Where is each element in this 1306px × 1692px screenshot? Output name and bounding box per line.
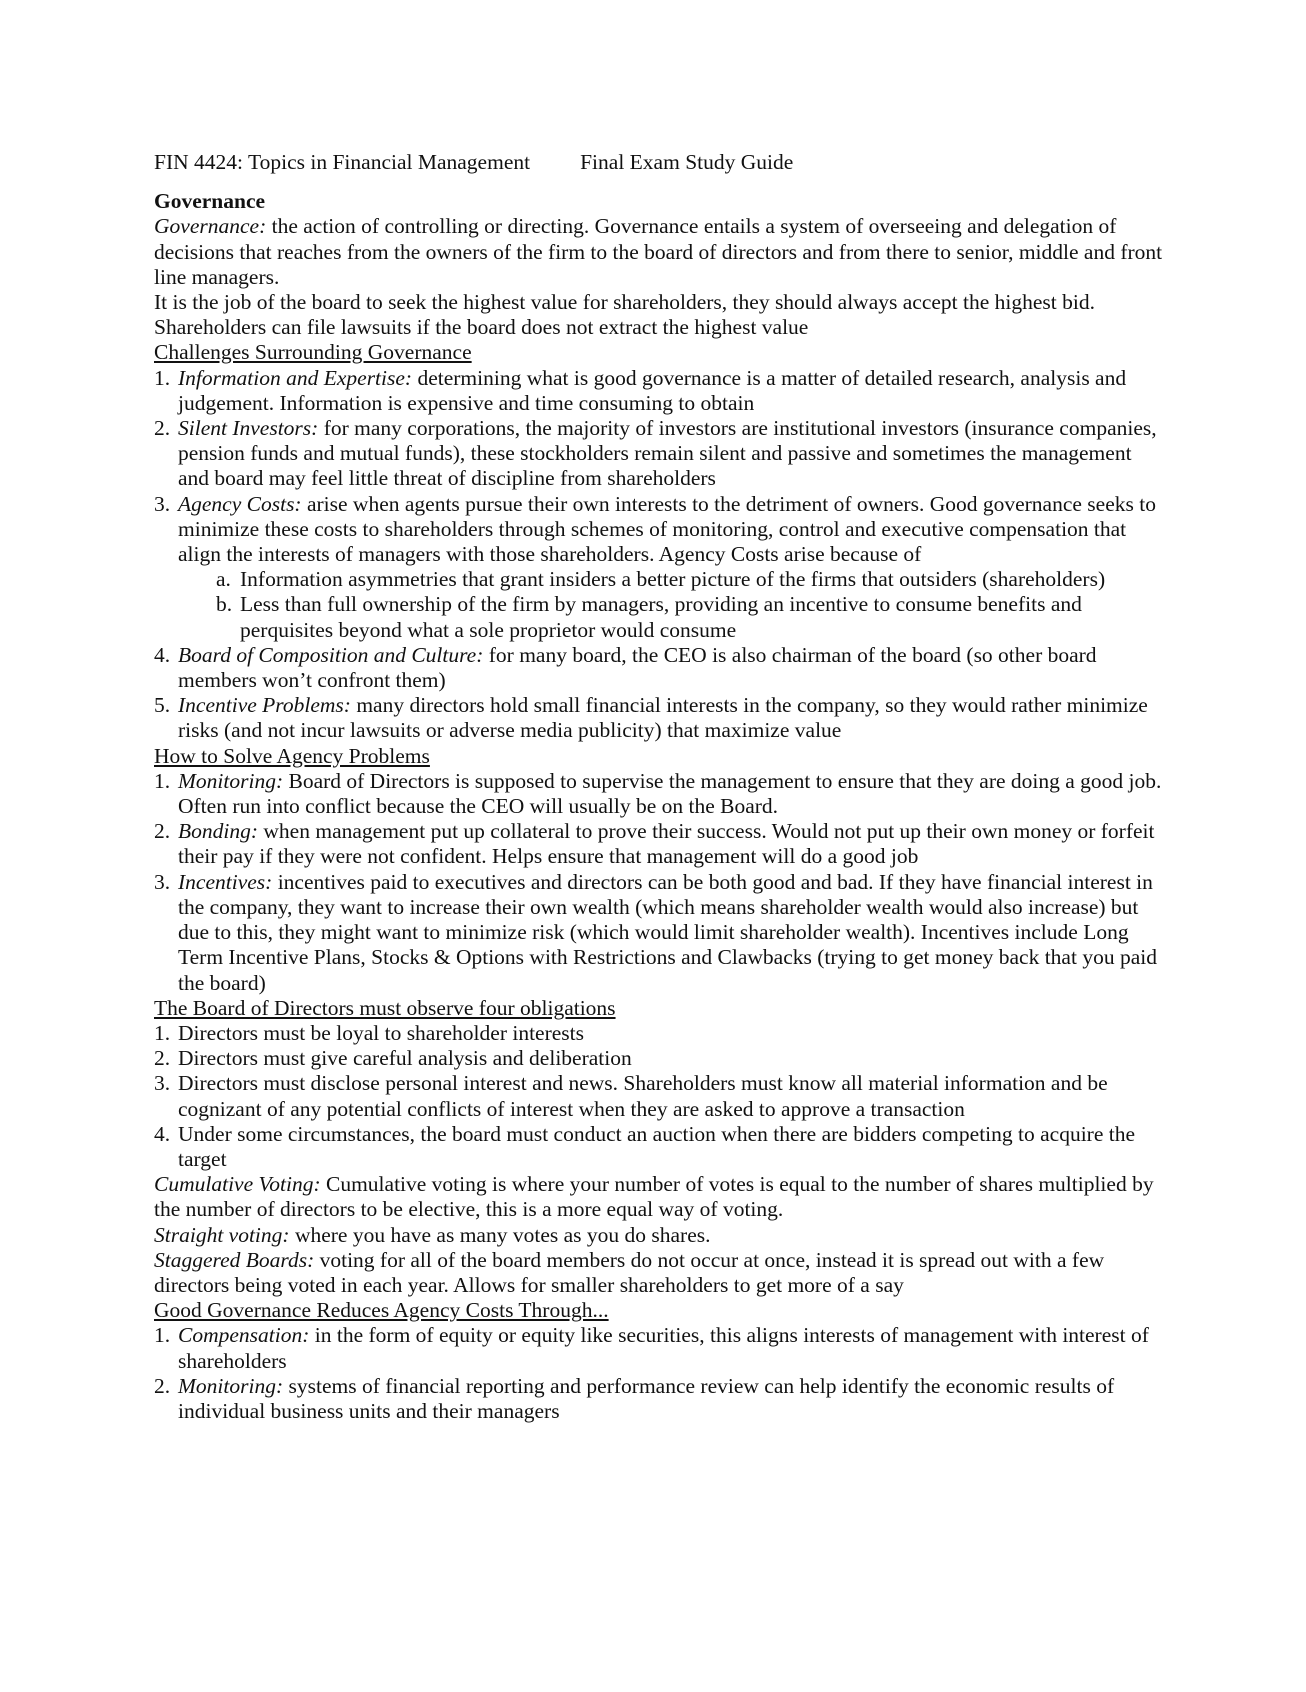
list-item: a. Information asymmetries that grant insiders a better picture of the firms that outsiders (shareholders) [216,567,1106,592]
board-job-paragraph: It is the job of the board to seek the highest value for shareholders, they should always accept the highest bid. Shareholders can file lawsuits if the board does not extract the highest value [154,290,1095,340]
document-header [154,150,1164,175]
list-item: 4. Under some circumstances, the board must conduct an auction when there are bidders competing to acquire the target [154,1121,1136,1171]
obligations-heading: The Board of Directors must observe four obligations [154,995,616,1020]
definition-text: the action of controlling or directing. Governance entails a system of overseeing and delegation of decisions that reaches from the owners of the firm to the board of directors and from there to senior, middle and front line managers. [154,214,1163,289]
good-governance-heading: Good Governance Reduces Agency Costs Through... [154,1298,609,1323]
solve-heading: How to Solve Agency Problems [154,743,430,768]
cumulative-voting: Cumulative Voting: Cumulative voting is where your number of votes is equal to the number of shares multiplied by the number of directors to be elective, this is a more equal way of voting. [154,1172,1154,1222]
guide-title: Final Exam Study Guide [580,150,794,174]
list-item: 3. Directors must disclose personal interest and news. Shareholders must know all material information and be cognizant of any potential conflicts of interest when they are asked to approve a transaction [154,1071,1108,1121]
list-item: 3. Incentives: incentives paid to executives and directors can be both good and bad. If they have financial interest in the company, they want to increase their own wealth (which means shareholder wealth would also increase) but due to this, they might want to minimize risk (which would limit shareholder wealth). Incentives include Long Term Incentive Plans, Stocks & Options with Restrictions and Clawbacks (trying to get money back that you paid the board) [154,869,1157,995]
staggered-boards: Staggered Boards: voting for all of the board members do not occur at once, instead it is spread out with a few directors being voted in each year. Allows for smaller shareholders to get more of a say [154,1247,1105,1297]
list-item: 3. Agency Costs: arise when agents pursue their own interests to the detriment of owners. Good governance seeks to minimize these costs to shareholders through schemes of monitoring, control and executive compensation that align the interests of managers with those shareholders. Agency Costs arise because of a. Information asymmetries that grant insiders a better picture of the firms that outsiders (shareholders) b. Less than full ownership of the firm by managers, providing an incentive to consume benefits and perquisites beyond what a sole proprietor would consume [154,492,1164,643]
list-item: 2. Directors must give careful analysis and deliberation [154,1046,632,1071]
list-item: 2. Silent Investors: for many corporations, the majority of investors are institutional investors (insurance companies, pension funds and mutual funds), these stockholders remain silent and passive and sometimes the management and board may feel little threat of discipline from shareholders [154,416,1157,491]
course-title: FIN 4424: Topics in Financial Management [154,150,531,174]
list-item: b. Less than full ownership of the firm by managers, providing an incentive to consume benefits and perquisites beyond what a sole proprietor would consume [216,592,1082,642]
study-guide-page [154,150,1164,1424]
agency-causes-list [178,567,1164,643]
list-item: 1. Compensation: in the form of equity or equity like securities, this aligns interests of management with interest of shareholders [154,1323,1149,1373]
list-item: 1. Directors must be loyal to shareholder interests [154,1020,585,1045]
good-governance-list [154,1323,1164,1424]
list-item: 2. Monitoring: systems of financial reporting and performance review can help identify the economic results of individual business units and their managers [154,1373,1115,1423]
solve-list [154,769,1164,996]
definition-term: Governance: [154,214,267,239]
challenges-list [154,366,1164,744]
straight-voting: Straight voting: where you have as many votes as you do shares. [154,1222,711,1247]
governance-definition [154,214,1164,290]
obligations-list [154,1021,1164,1172]
list-item: 1. Monitoring: Board of Directors is supposed to supervise the management to ensure that they are doing a good job. Often run into conflict because the CEO will usually be on the Board. [154,768,1162,819]
list-item: 2. Bonding: when management put up collateral to prove their success. Would not put up their own money or forfeit their pay if they were not confident. Helps ensure that management will do a good job [154,819,1155,869]
list-item: 5. Incentive Problems: many directors hold small financial interests in the company, so they would rather minimize risks (and not incur lawsuits or adverse media publicity) that maximize value [154,693,1148,743]
list-item: 1. Information and Expertise: determining what is good governance is a matter of detailed research, analysis and judgement. Information is expensive and time consuming to obtain [154,365,1127,415]
list-item: 4. Board of Composition and Culture: for many board, the CEO is also chairman of the board (so other board members won’t confront them) [154,642,1097,693]
section-title: Governance [154,189,266,214]
challenges-heading: Challenges Surrounding Governance [154,340,472,365]
